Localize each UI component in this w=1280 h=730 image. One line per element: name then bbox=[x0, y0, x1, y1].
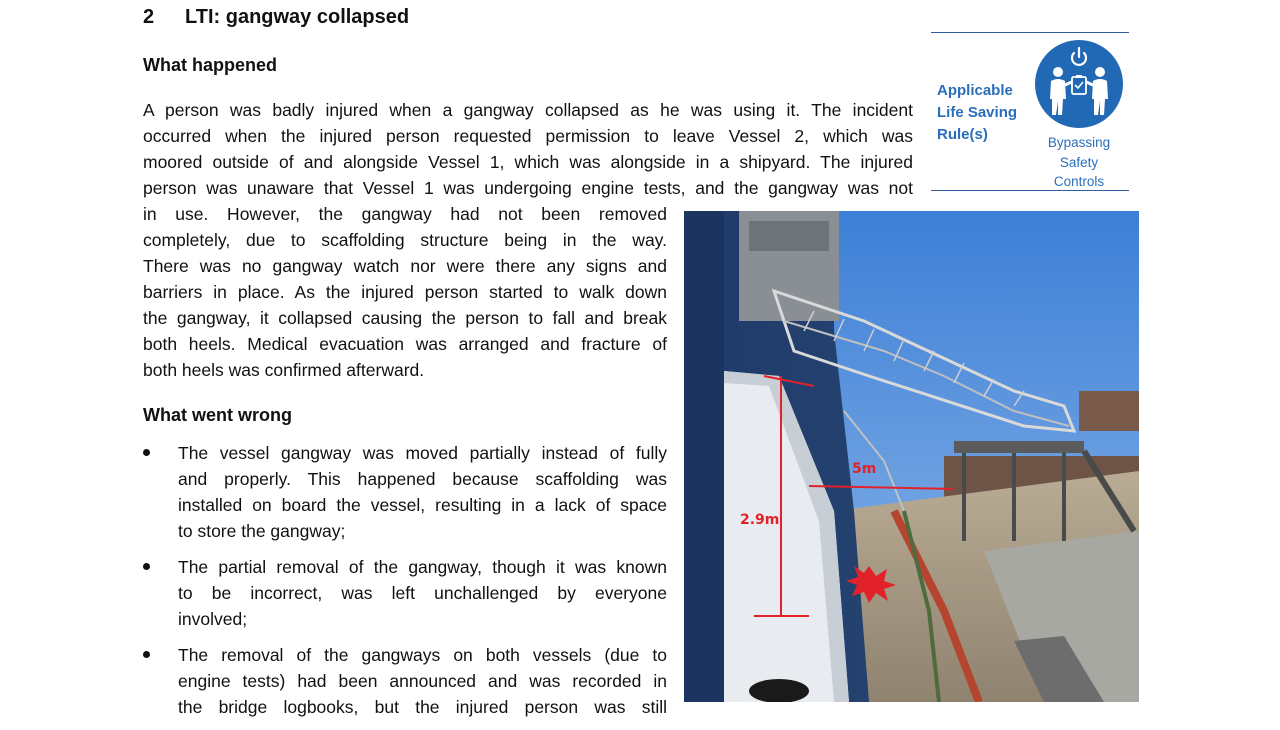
bullet-line: involved; bbox=[178, 609, 248, 629]
bullet-line: installed on board the vessel, resulting in a lack of space bbox=[178, 495, 667, 515]
paragraph-line: completely, due to scaffolding structure being in the way. bbox=[143, 230, 667, 250]
what-went-wrong-list bbox=[143, 440, 667, 730]
section-title: LTI: gangway collapsed bbox=[185, 6, 410, 28]
label-line: Life Saving bbox=[937, 104, 1018, 121]
paragraph-line: in use. However, the gangway had not been removed bbox=[143, 204, 667, 224]
distance-annotation: 5m bbox=[852, 461, 877, 477]
label-line: Rule(s) bbox=[937, 126, 988, 143]
list-item bbox=[143, 642, 667, 720]
what-happened-paragraph-full bbox=[143, 97, 913, 201]
paragraph-line: moored outside of and alongside Vessel 1, which was alongside in a shipyard. The injured bbox=[143, 152, 913, 172]
bullet-line: The removal of the gangways on both vessels (due to bbox=[178, 645, 667, 665]
bullet-line: The partial removal of the gangway, though it was known bbox=[178, 557, 667, 577]
section-heading bbox=[143, 6, 409, 29]
bullet-line: to be incorrect, was left unchallenged by everyone bbox=[178, 583, 667, 603]
bullet-dot-icon bbox=[143, 651, 150, 658]
bypassing-safety-controls-icon bbox=[1034, 39, 1124, 129]
section-number: 2 bbox=[143, 6, 155, 28]
bullet-line: engine tests) had been announced and was recorded in bbox=[178, 671, 667, 691]
what-happened-heading: What happened bbox=[143, 55, 277, 75]
bullet-line: to store the gangway; bbox=[178, 521, 346, 541]
incident-photo bbox=[684, 211, 1139, 702]
what-happened-paragraph-narrow bbox=[143, 201, 667, 383]
label-line: Applicable bbox=[937, 82, 1013, 99]
paragraph-line: A person was badly injured when a gangway collapsed as he was using it. The incident bbox=[143, 100, 913, 120]
life-saving-rule-caption bbox=[1029, 133, 1129, 192]
bullet-line: the bridge logbooks, but the injured person was still bbox=[178, 697, 667, 717]
paragraph-line: person was unaware that Vessel 1 was undergoing engine tests, and the gangway was not bbox=[143, 178, 913, 198]
paragraph-line: both heels was confirmed afterward. bbox=[143, 360, 425, 380]
bullet-dot-icon bbox=[143, 449, 150, 456]
what-went-wrong-heading: What went wrong bbox=[143, 405, 292, 425]
life-saving-rule-box bbox=[931, 32, 1129, 191]
paragraph-line: barriers in place. As the injured person started to walk down bbox=[143, 282, 667, 302]
bullet-line: and properly. This happened because scaffolding was bbox=[178, 469, 667, 489]
caption-line: Bypassing bbox=[1047, 135, 1111, 150]
caption-line: Controls bbox=[1053, 174, 1105, 189]
list-item bbox=[143, 554, 667, 632]
paragraph-line: There was no gangway watch nor were there any signs and bbox=[143, 256, 667, 276]
list-item bbox=[143, 440, 667, 544]
caption-line: Safety bbox=[1059, 154, 1099, 170]
paragraph-line: the gangway, it collapsed causing the person to fall and break bbox=[143, 308, 667, 328]
height-annotation: 2.9m bbox=[740, 512, 780, 528]
bullet-dot-icon bbox=[143, 563, 150, 570]
paragraph-line: both heels. Medical evacuation was arranged and fracture of bbox=[143, 334, 667, 354]
paragraph-line: occurred when the injured person requested permission to leave Vessel 2, which was bbox=[143, 126, 913, 146]
life-saving-rule-label bbox=[937, 80, 1027, 146]
bullet-line: The vessel gangway was moved partially instead of fully bbox=[178, 443, 667, 463]
